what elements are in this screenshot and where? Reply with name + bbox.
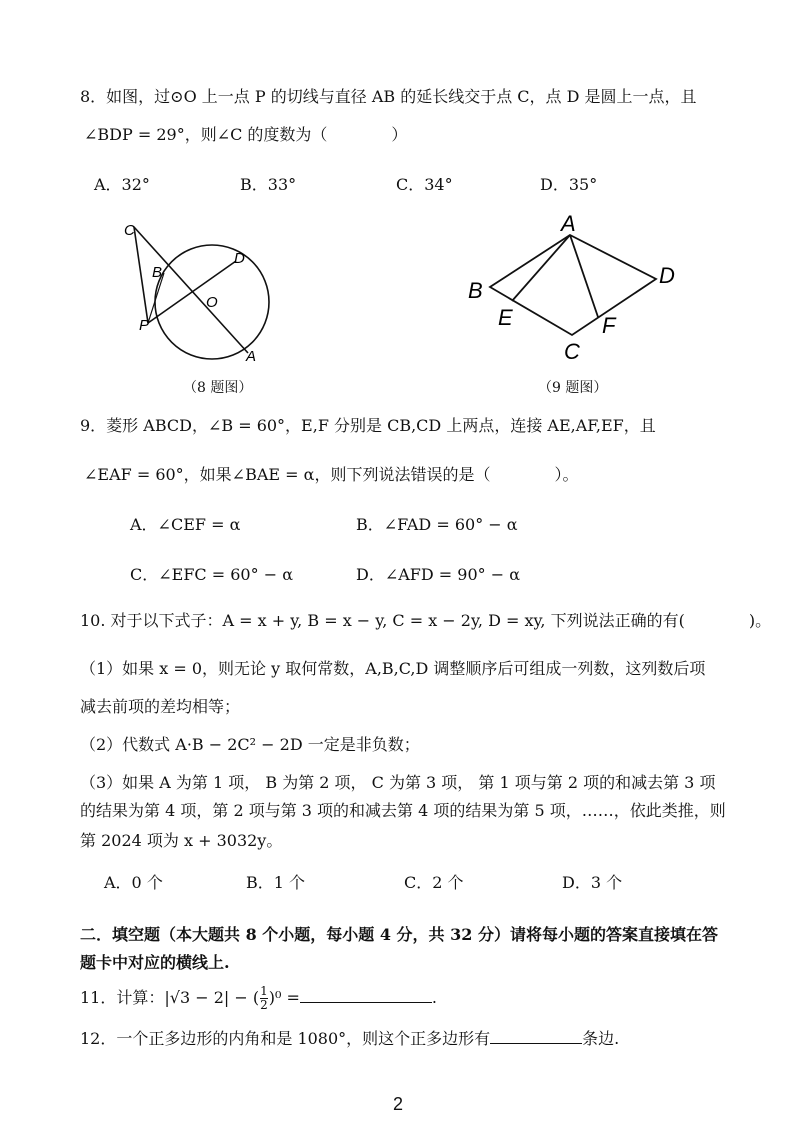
- q8-line1: 8．如图，过⊙O 上一点 P 的切线与直径 AB 的延长线交于点 C，点 D 是圆上一点，且: [80, 87, 697, 106]
- q9-option-d: D．∠AFD = 90° − α: [356, 565, 521, 584]
- fig8-label-o: O: [206, 294, 218, 311]
- fig8-label-b: B: [152, 264, 163, 281]
- q8-option-c: C．34°: [396, 175, 453, 194]
- q11-fraction: [260, 985, 268, 1012]
- q12-prefix: 12．一个正多边形的内角和是 1080°，则这个正多边形有: [80, 1029, 491, 1048]
- q11-end: .: [431, 988, 437, 1007]
- q8-option-a: A．32°: [94, 175, 150, 194]
- q10-option-c: C．2 个: [404, 873, 464, 892]
- q10-statement-3b: 的结果为第 4 项，第 2 项与第 3 项的和减去第 4 项的结果为第 5 项，……，依此类推，则: [80, 801, 726, 820]
- q11-line: [80, 985, 437, 1012]
- line-ca: [134, 227, 248, 353]
- q9-line2: ∠EAF = 60°，如果∠BAE = α，则下列说法错误的是（ ）。: [84, 465, 579, 484]
- q11-answer-blank[interactable]: [300, 1002, 432, 1003]
- q10-statement-1a: （1）如果 x = 0，则无论 y 取何常数，A,B,C,D 调整顺序后可组成一列数，这列数后项: [80, 659, 706, 678]
- q8-option-d: D．35°: [540, 175, 598, 194]
- fig8-label-p: P: [139, 317, 150, 334]
- q11-fraction-numerator: 1: [260, 984, 268, 998]
- q12-answer-blank[interactable]: [490, 1043, 582, 1044]
- tangent-line-cp: [134, 227, 148, 323]
- fig9-label-a: A: [561, 211, 576, 236]
- q12-suffix: 条边.: [582, 1029, 620, 1048]
- q10-stem: 10. 对于以下式子：A = x + y, B = x − y, C = x − 2y, D = xy, 下列说法正确的有( )。: [80, 611, 772, 630]
- q8-option-b: B．33°: [240, 175, 297, 194]
- q10-option-b: B．1 个: [246, 873, 306, 892]
- q10-statement-2: （2）代数式 A·B − 2C² − 2D 一定是非负数；: [80, 735, 420, 754]
- fig8-caption: （8 题图）: [183, 380, 253, 396]
- q12-line: [80, 1026, 619, 1049]
- fig9-label-d: D: [659, 263, 675, 288]
- fig9-label-f: F: [602, 313, 616, 338]
- q9-line1: 9．菱形 ABCD，∠B = 60°，E,F 分别是 CB,CD 上两点，连接 AE,AF,EF，且: [80, 416, 656, 435]
- q10-statement-1b: 减去前项的差均相等；: [80, 697, 241, 716]
- q11-prefix: 11．计算：|√3 − 2| − (: [80, 988, 260, 1007]
- rhombus-abcd: [490, 235, 656, 335]
- q8-line2: ∠BDP = 29°，则∠C 的度数为（ ）: [84, 125, 408, 144]
- page-number: 2: [393, 1094, 404, 1114]
- fig8-label-d: D: [234, 250, 245, 267]
- q10-statement-3c: 第 2024 项为 x + 3032y。: [80, 831, 283, 850]
- figure-8-circle-diagram: [110, 215, 290, 375]
- fig9-label-e: E: [498, 305, 513, 330]
- section-2-heading-line1: 二．填空题（本大题共 8 个小题，每小题 4 分，共 32 分）请将每小题的答案直接填在答: [80, 925, 718, 944]
- q11-fraction-denominator: 2: [260, 998, 268, 1012]
- q10-option-a: A．0 个: [104, 873, 163, 892]
- q11-suffix: )⁰ =: [268, 988, 300, 1007]
- q10-statement-3a: （3）如果 A 为第 1 项， B 为第 2 项， C 为第 3 项， 第 1 项与第 2 项的和减去第 3 项: [80, 773, 716, 792]
- section-2-heading-line2: 题卡中对应的横线上.: [80, 953, 230, 972]
- fig8-label-a: A: [246, 348, 257, 365]
- q9-option-a: A．∠CEF = α: [130, 515, 241, 534]
- fig8-label-c: C: [124, 222, 135, 239]
- fig9-label-c: C: [564, 339, 580, 364]
- fig9-caption: （9 题图）: [538, 380, 608, 396]
- q10-option-d: D．3 个: [562, 873, 623, 892]
- fig9-label-b: B: [468, 278, 483, 303]
- q9-option-b: B．∠FAD = 60° − α: [356, 515, 518, 534]
- figure-9-rhombus-diagram: [460, 205, 700, 365]
- q9-option-c: C．∠EFC = 60° − α: [130, 565, 293, 584]
